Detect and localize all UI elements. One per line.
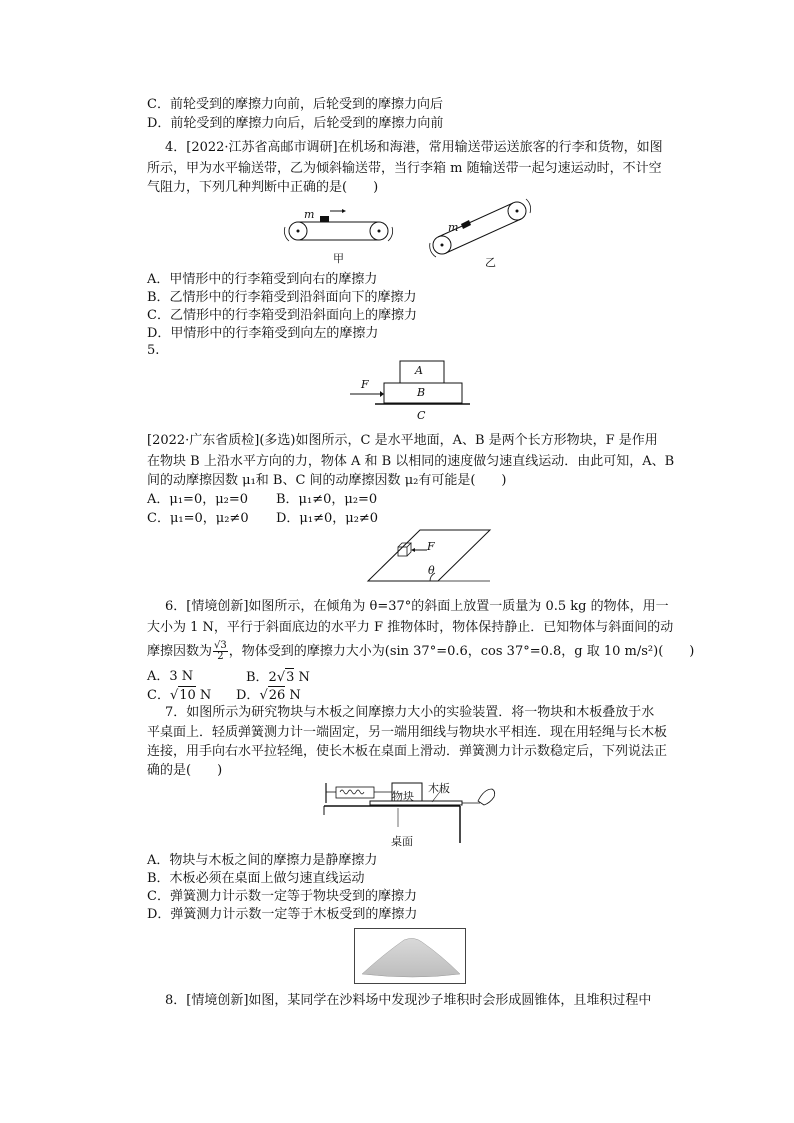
sand-pile-image bbox=[354, 928, 466, 984]
fig-block-label: 物块 bbox=[392, 790, 414, 803]
q6-option-a: A．3 N bbox=[147, 669, 194, 684]
q7-option-c: C．弹簧测力计示数一定等于物块受到的摩擦力 bbox=[147, 889, 417, 904]
q3-option-c: C．前轮受到的摩擦力向前，后轮受到的摩擦力向后 bbox=[147, 97, 443, 112]
q6-option-d: D．√26 N bbox=[236, 688, 301, 703]
q3-option-d: D．前轮受到的摩擦力向后，后轮受到的摩擦力向前 bbox=[147, 116, 444, 131]
fig-table-label: 桌面 bbox=[391, 835, 413, 848]
q7-option-a: A．物块与木板之间的摩擦力是静摩擦力 bbox=[147, 853, 378, 868]
fig-block-b-label: B bbox=[417, 386, 426, 399]
q6-option-c: C．√10 N bbox=[147, 688, 212, 703]
q5-option-b: B．μ₁≠0，μ₂=0 bbox=[276, 492, 378, 507]
q7-stem-line1: 7．如图所示为研究物块与木板之间摩擦力大小的实验装置．将一物块和木板叠放于水 bbox=[165, 705, 655, 720]
q5-stem-line1: [2022·广东省质检](多选)如图所示，C 是水平地面，A、B 是两个长方形物块，F 是作用 bbox=[147, 433, 658, 448]
mu-fraction: $\frac{√3}{2}$ bbox=[214, 640, 227, 662]
spring-scale bbox=[336, 787, 374, 798]
q4-stem-line2: 所示，甲为水平输送带，乙为倾斜输送带，当行李箱 m 随输送带一起匀速运动时，不计空 bbox=[147, 161, 662, 176]
inclined-conveyor bbox=[430, 199, 531, 257]
q5-number: 5. bbox=[147, 343, 160, 358]
q7-stem-line2: 平桌面上．轻质弹簧测力计一端固定，另一端用细线与物块水平相连．现在用轻绳与长木板 bbox=[147, 725, 668, 740]
q5-option-d: D．μ₁≠0，μ₂≠0 bbox=[276, 511, 379, 526]
fig-block-a-label: A bbox=[415, 364, 423, 377]
q6-stem-line2: 大小为 1 N，平行于斜面底边的水平力 F 推物体时，物体保持静止．已知物体与斜面间的动 bbox=[147, 620, 674, 635]
q5-option-c: C．μ₁=0，μ₂≠0 bbox=[147, 511, 249, 526]
fig-push-force-label: F bbox=[427, 540, 435, 553]
q4-option-a: A．甲情形中的行李箱受到向右的摩擦力 bbox=[147, 272, 378, 287]
q5-stem-line2: 在物块 B 上沿水平方向的力，物体 A 和 B 以相同的速度做匀速直线运动．由此可知，A、B bbox=[147, 454, 675, 469]
fig-label-jia: 甲 bbox=[333, 252, 344, 265]
q6-option-b: B．2√3 N bbox=[246, 670, 310, 685]
fig-label-yi: 乙 bbox=[485, 256, 496, 269]
fig-force-label: F bbox=[361, 378, 369, 391]
q7-stem-line3: 连接，用手向右水平拉轻绳，使长木板在桌面上滑动．弹簧测力计示数稳定后，下列说法正 bbox=[147, 744, 668, 759]
fig-angle-label: θ bbox=[428, 564, 435, 577]
q6-stem-line1: 6．[情境创新]如图所示，在倾角为 θ=37°的斜面上放置一质量为 0.5 kg 的物体，用一 bbox=[165, 599, 669, 614]
q4-stem-line3: 气阻力，下列几种判断中正确的是( ) bbox=[147, 180, 379, 195]
fig-mass-label-2: m bbox=[448, 221, 459, 234]
q4-option-c: C．乙情形中的行李箱受到沿斜面向上的摩擦力 bbox=[147, 308, 417, 323]
q4-option-d: D．甲情形中的行李箱受到向左的摩擦力 bbox=[147, 326, 379, 341]
conveyor-figure bbox=[280, 193, 540, 273]
q7-option-d: D．弹簧测力计示数一定等于木板受到的摩擦力 bbox=[147, 907, 418, 922]
q7-stem-line4: 确的是( ) bbox=[147, 763, 223, 778]
fig-board-label: 木板 bbox=[428, 782, 450, 795]
fig-ground-c-label: C bbox=[417, 409, 426, 422]
board bbox=[370, 801, 462, 805]
q5-stem-line3: 间的动摩擦因数 μ₁和 B、C 间的动摩擦因数 μ₂有可能是( ) bbox=[147, 473, 507, 488]
q5-option-a: A．μ₁=0，μ₂=0 bbox=[147, 492, 249, 507]
q4-option-b: B．乙情形中的行李箱受到沿斜面向下的摩擦力 bbox=[147, 290, 417, 305]
horizontal-conveyor bbox=[284, 209, 392, 241]
q4-stem-line1: 4．[2022·江苏省高邮市调研]在机场和海港，常用输送带运送旅客的行李和货物，如图 bbox=[165, 140, 663, 155]
fig-mass-label-1: m bbox=[304, 208, 315, 221]
q8-stem-line1: 8．[情境创新]如图，某同学在沙料场中发现沙子堆积时会形成圆锥体，且堆积过程中 bbox=[165, 993, 652, 1008]
hand-icon bbox=[478, 789, 495, 805]
q6-stem-line3: 摩擦因数为 $\frac{√3}{2}$ ，物体受到的摩擦力大小为(sin 37°=0.6，cos 37°=0.8，g 取 10 m/s²)( ) bbox=[147, 640, 695, 662]
q7-option-b: B．木板必须在桌面上做匀速直线运动 bbox=[147, 871, 365, 886]
